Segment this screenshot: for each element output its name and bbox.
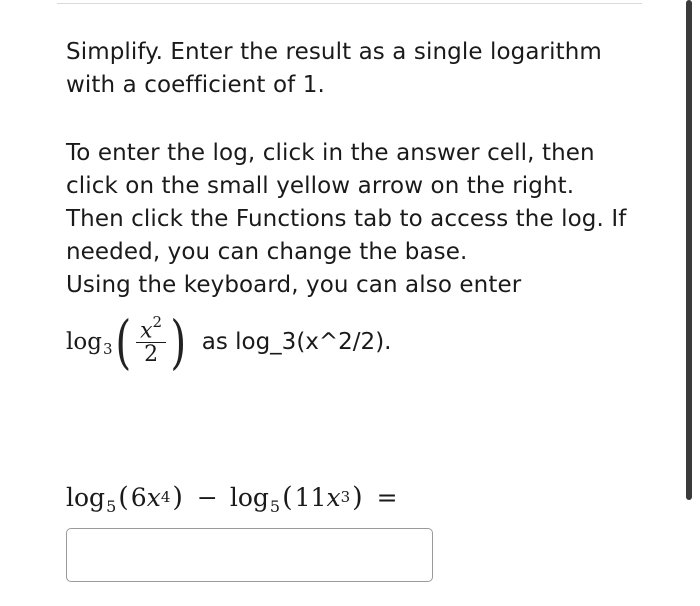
log-label: log xyxy=(229,483,269,512)
log-label: log xyxy=(66,329,102,355)
variable: x xyxy=(326,483,341,512)
coefficient: 6 xyxy=(130,483,147,512)
log-base: 5 xyxy=(269,497,281,516)
scrollbar[interactable] xyxy=(686,0,692,500)
answer-input[interactable] xyxy=(66,528,433,582)
problem-expression xyxy=(66,482,410,522)
instruction-line: click on the small yellow arrow on the right. xyxy=(66,173,575,199)
log-base: 5 xyxy=(106,497,117,516)
instruction-line: needed, you can change the base. xyxy=(66,239,468,265)
top-divider xyxy=(57,3,642,4)
log-base: 3 xyxy=(102,340,113,358)
variable: x xyxy=(146,483,161,512)
instruction-line: To enter the log, click in the answer cell, then xyxy=(66,140,595,166)
fraction-numerator xyxy=(136,312,166,344)
equals-sign: = xyxy=(376,483,398,512)
numerator-variable: x xyxy=(140,318,153,344)
instruction-line: Simplify. Enter the result as a single logarithm xyxy=(66,39,602,65)
left-paren: ( xyxy=(118,482,129,513)
exponent: 4 xyxy=(160,488,171,506)
example-expression xyxy=(66,300,391,384)
fraction-denominator: 2 xyxy=(144,342,159,368)
instruction-line: Using the keyboard, you can also enter xyxy=(66,272,522,298)
instructions-paragraph-1 xyxy=(66,36,602,102)
right-paren: ) xyxy=(170,308,187,376)
right-paren: ) xyxy=(172,482,183,513)
log-label: log xyxy=(66,483,106,512)
fraction xyxy=(136,312,166,368)
exponent: 3 xyxy=(340,488,351,506)
numerator-exponent: 2 xyxy=(152,312,163,331)
minus-operator: − xyxy=(196,483,218,512)
left-paren: ( xyxy=(282,482,293,513)
instructions-paragraph-2 xyxy=(66,137,626,302)
instruction-line: with a coefficient of 1. xyxy=(66,72,325,98)
coefficient: 11 xyxy=(294,483,327,512)
instruction-line: Then click the Functions tab to access the log. If xyxy=(66,206,627,232)
right-paren: ) xyxy=(352,482,363,513)
keyboard-syntax-text: as log_3(x^2/2). xyxy=(201,329,392,355)
left-paren: ( xyxy=(115,308,132,376)
